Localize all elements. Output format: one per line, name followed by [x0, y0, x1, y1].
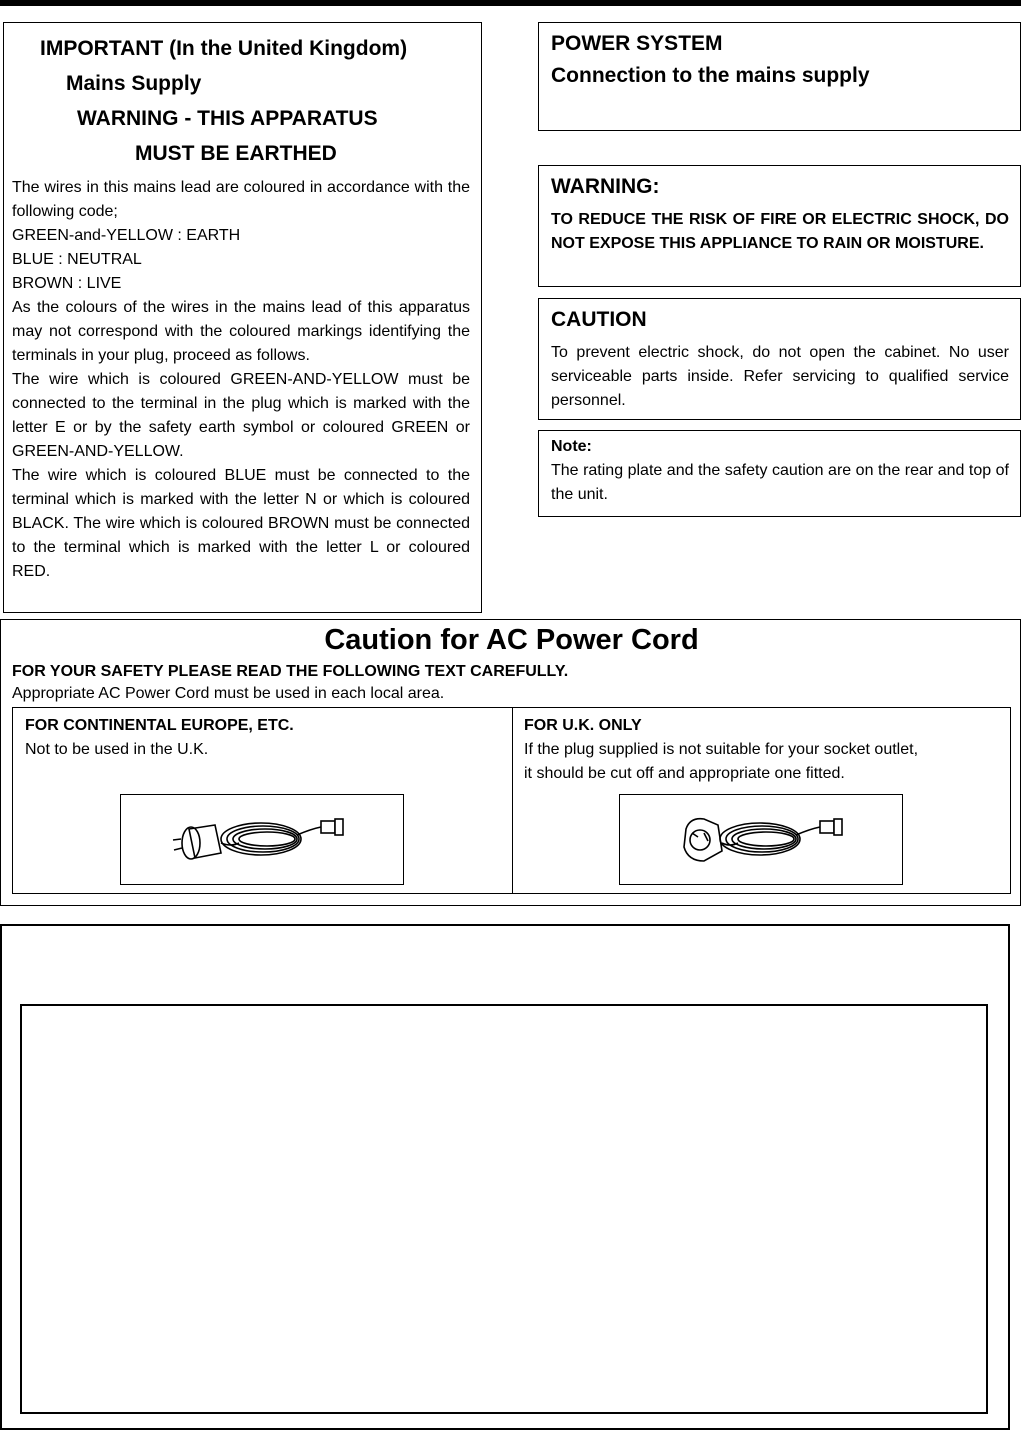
europe-heading: FOR CONTINENTAL EUROPE, ETC.: [25, 717, 294, 734]
note-text: The rating plate and the safety caution are on the rear and top of the unit.: [551, 462, 1009, 503]
ac-cord-title: Caution for AC Power Cord: [324, 624, 699, 656]
uk-column: [524, 714, 918, 786]
ac-power-cord-box: [0, 619, 1021, 906]
uk-title: IMPORTANT (In the United Kingdom): [40, 37, 408, 60]
europe-text: Not to be used in the U.K.: [25, 741, 209, 758]
uk-only-heading: FOR U.K. ONLY: [524, 717, 642, 734]
caution-text: To prevent electric shock, do not open the cabinet. No user serviceable parts inside. Refer servicing to qualified service personnel.: [551, 344, 1009, 409]
warning-title: WARNING:: [551, 175, 660, 198]
wire-code-neutral: BLUE : NEUTRAL: [12, 251, 142, 268]
note-title: Note:: [551, 438, 592, 455]
earthed-warning-line1: WARNING - THIS APPARATUS: [77, 107, 378, 130]
uk-only-text-line1: If the plug supplied is not suitable for your socket outlet,: [524, 741, 919, 758]
warning-text: TO REDUCE THE RISK OF FIRE OR ELECTRIC SHOCK, DO NOT EXPOSE THIS APPLIANCE TO RAIN OR MOISTURE.: [551, 211, 1009, 252]
wire-code-live: BROWN : LIVE: [12, 275, 122, 292]
warning-box: [538, 165, 1021, 287]
caution-title: CAUTION: [551, 308, 647, 331]
uk-paragraph-3: The wire which is coloured BLUE must be connected to the terminal which is marked with the letter N or which is coloured BLACK. The wire which is coloured BROWN must be connected to the terminal which is marked with the letter L or coloured RED.: [12, 467, 470, 580]
europe-plug-figure: [120, 794, 404, 885]
wire-code-earth: GREEN-and-YELLOW : EARTH: [12, 227, 241, 244]
table-divider: [512, 708, 513, 893]
europe-power-cord-icon: [121, 795, 403, 884]
ac-cord-table: [12, 707, 1011, 894]
note-box: [538, 430, 1021, 517]
power-system-box: [538, 22, 1021, 131]
uk-paragraph-2: The wire which is coloured GREEN-AND-YELLOW must be connected to the terminal in the plug which is marked with the letter E or by the safety earth symbol or coloured GREEN or GREEN-AND-YELLOW.: [12, 371, 470, 460]
power-system-title: POWER SYSTEM: [551, 32, 723, 55]
earthed-warning-line2: MUST BE EARTHED: [135, 142, 337, 165]
empty-inner-frame: [20, 1004, 988, 1414]
ac-cord-safety-line: FOR YOUR SAFETY PLEASE READ THE FOLLOWING TEXT CAREFULLY.: [12, 663, 569, 680]
uk-mains-supply-box: [3, 22, 482, 613]
uk-only-text-line2: it should be cut off and appropriate one fitted.: [524, 765, 845, 782]
uk-plug-figure: [619, 794, 903, 885]
uk-paragraph-1: As the colours of the wires in the mains lead of this apparatus may not correspond with the coloured markings identifying the terminals in your plug, proceed as follows.: [12, 299, 470, 364]
ac-cord-area-line: Appropriate AC Power Cord must be used in each local area.: [12, 685, 445, 702]
top-rule: [0, 0, 1021, 6]
europe-column: [25, 714, 294, 762]
wire-code-intro: The wires in this mains lead are coloured in accordance with the following code;: [12, 179, 470, 220]
mains-supply-heading: Mains Supply: [66, 72, 202, 95]
uk-power-cord-icon: [620, 795, 902, 884]
caution-box: [538, 298, 1021, 420]
power-system-subtitle: Connection to the mains supply: [551, 64, 870, 87]
